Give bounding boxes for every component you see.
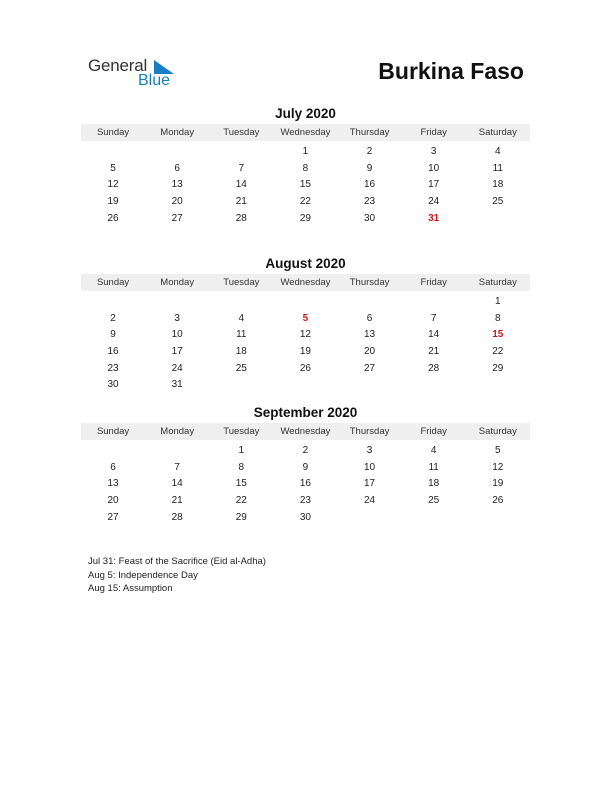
holiday-note: Jul 31: Feast of the Sacrifice (Eid al-Adha) bbox=[88, 556, 266, 567]
holiday-note: Aug 15: Assumption bbox=[88, 583, 173, 594]
day-cell: 22 bbox=[492, 345, 504, 357]
day-cell: 30 bbox=[107, 379, 119, 391]
day-cell: 12 bbox=[492, 461, 504, 473]
day-cell: 26 bbox=[107, 212, 119, 224]
weekday-label: Saturday bbox=[478, 426, 517, 437]
month-title: August 2020 bbox=[265, 256, 346, 271]
day-cell: 8 bbox=[238, 461, 245, 473]
day-cell: 6 bbox=[174, 162, 180, 174]
day-cell: 21 bbox=[171, 494, 183, 506]
day-cell: 25 bbox=[235, 362, 247, 374]
day-cell: 10 bbox=[364, 461, 376, 473]
day-cell: 24 bbox=[364, 494, 376, 506]
weekday-label: Friday bbox=[420, 277, 447, 288]
day-cell: 18 bbox=[235, 345, 247, 357]
day-cell: 28 bbox=[171, 511, 183, 523]
weekday-label: Thursday bbox=[349, 127, 390, 138]
day-cell: 4 bbox=[238, 312, 245, 324]
day-cell: 10 bbox=[428, 162, 440, 174]
day-cell: 8 bbox=[495, 312, 501, 324]
day-cell: 2 bbox=[110, 312, 116, 324]
week-row bbox=[81, 459, 530, 476]
day-cell: 26 bbox=[492, 494, 504, 506]
day-cell: 30 bbox=[299, 511, 311, 523]
holiday-notes bbox=[88, 555, 266, 596]
day-cell: 14 bbox=[235, 179, 247, 191]
day-cell: 27 bbox=[171, 212, 183, 224]
day-cell: 11 bbox=[236, 329, 247, 341]
day-cell: 5 bbox=[495, 444, 501, 456]
holiday-day-cell: 31 bbox=[428, 212, 440, 224]
day-cell: 6 bbox=[110, 461, 116, 473]
weekday-label: Monday bbox=[160, 127, 195, 138]
weekday-label: Wednesday bbox=[280, 127, 331, 138]
day-cell: 8 bbox=[302, 162, 309, 174]
day-cell: 20 bbox=[107, 494, 119, 506]
weekday-label: Friday bbox=[420, 127, 447, 138]
week-row bbox=[81, 442, 530, 459]
weekday-label: Saturday bbox=[478, 277, 517, 288]
day-cell: 2 bbox=[366, 145, 373, 157]
day-cell: 17 bbox=[171, 345, 183, 357]
day-cell: 23 bbox=[364, 195, 376, 207]
day-cell: 13 bbox=[364, 329, 376, 341]
day-cell: 19 bbox=[107, 195, 119, 207]
holiday-day-cell: 15 bbox=[492, 329, 504, 341]
day-cell: 4 bbox=[495, 145, 501, 157]
day-cell: 7 bbox=[174, 461, 180, 473]
day-cell: 13 bbox=[107, 478, 119, 490]
day-cell: 28 bbox=[235, 212, 247, 224]
day-cell: 1 bbox=[495, 295, 501, 307]
day-cell: 20 bbox=[364, 345, 376, 357]
day-cell: 9 bbox=[110, 329, 116, 341]
day-cell: 26 bbox=[299, 362, 311, 374]
month-title: July 2020 bbox=[275, 106, 336, 121]
day-cell: 24 bbox=[428, 195, 440, 207]
day-cell: 10 bbox=[171, 329, 183, 341]
month-september bbox=[81, 404, 530, 525]
day-cell: 21 bbox=[235, 195, 247, 207]
day-cell: 16 bbox=[107, 345, 119, 357]
weekday-label: Wednesday bbox=[280, 277, 331, 288]
day-cell: 21 bbox=[428, 345, 440, 357]
day-cell: 14 bbox=[171, 478, 183, 490]
weekday-label: Thursday bbox=[349, 426, 390, 437]
day-cell: 19 bbox=[299, 345, 311, 357]
day-cell: 3 bbox=[366, 444, 373, 456]
week-row bbox=[81, 160, 530, 177]
weekday-label: Sunday bbox=[96, 426, 130, 437]
weekday-label: Sunday bbox=[96, 277, 130, 288]
day-cell: 3 bbox=[430, 145, 437, 157]
day-cell: 2 bbox=[302, 444, 309, 456]
week-row bbox=[81, 210, 530, 227]
day-cell: 5 bbox=[110, 162, 116, 174]
week-row bbox=[81, 176, 530, 193]
day-cell: 16 bbox=[299, 478, 311, 490]
week-row bbox=[81, 509, 530, 526]
day-cell: 18 bbox=[428, 478, 440, 490]
day-cell: 6 bbox=[366, 312, 373, 324]
day-cell: 20 bbox=[171, 195, 183, 207]
day-cell: 22 bbox=[299, 195, 311, 207]
day-cell: 1 bbox=[238, 444, 245, 456]
weekday-header-row bbox=[81, 423, 530, 440]
day-cell: 3 bbox=[174, 312, 180, 324]
day-cell: 9 bbox=[302, 461, 309, 473]
weekday-label: Tuesday bbox=[223, 127, 260, 138]
day-cell: 17 bbox=[364, 478, 376, 490]
week-row bbox=[81, 293, 530, 310]
week-row bbox=[81, 492, 530, 509]
week-row bbox=[81, 360, 530, 377]
day-cell: 23 bbox=[107, 362, 119, 374]
weekday-label: Wednesday bbox=[280, 426, 331, 437]
day-cell: 24 bbox=[171, 362, 183, 374]
weekday-label: Sunday bbox=[96, 127, 130, 138]
weekday-label: Monday bbox=[160, 426, 195, 437]
weekday-label: Friday bbox=[420, 426, 447, 437]
weekday-header-row bbox=[81, 274, 530, 291]
day-cell: 27 bbox=[364, 362, 376, 374]
day-cell: 7 bbox=[430, 312, 437, 324]
day-cell: 15 bbox=[235, 478, 247, 490]
weekday-label: Monday bbox=[160, 277, 195, 288]
day-cell: 27 bbox=[107, 511, 119, 523]
day-cell: 1 bbox=[302, 145, 309, 157]
day-cell: 25 bbox=[428, 494, 440, 506]
day-cell: 15 bbox=[299, 179, 311, 191]
weekday-label: Tuesday bbox=[223, 426, 260, 437]
week-row bbox=[81, 193, 530, 210]
weekday-label: Tuesday bbox=[223, 277, 260, 288]
day-cell: 11 bbox=[492, 162, 503, 174]
weekday-header-row bbox=[81, 124, 530, 141]
month-title: September 2020 bbox=[253, 405, 358, 420]
week-row bbox=[81, 343, 530, 360]
day-cell: 7 bbox=[238, 162, 245, 174]
day-cell: 13 bbox=[171, 179, 183, 191]
week-row bbox=[81, 376, 530, 393]
day-cell: 11 bbox=[428, 461, 439, 473]
day-cell: 22 bbox=[235, 494, 247, 506]
day-cell: 4 bbox=[430, 444, 437, 456]
logo-text-blue: Blue bbox=[138, 72, 171, 89]
day-cell: 12 bbox=[299, 329, 311, 341]
month-august bbox=[81, 255, 530, 393]
holiday-note: Aug 5: Independence Day bbox=[88, 569, 198, 581]
day-cell: 29 bbox=[299, 212, 311, 224]
day-cell: 18 bbox=[492, 179, 504, 191]
weekday-label: Thursday bbox=[349, 277, 390, 288]
day-cell: 31 bbox=[171, 379, 183, 391]
day-cell: 28 bbox=[428, 362, 440, 374]
day-cell: 14 bbox=[428, 329, 440, 341]
day-cell: 29 bbox=[492, 362, 504, 374]
week-row bbox=[81, 310, 530, 327]
weekday-label: Saturday bbox=[478, 127, 517, 138]
day-cell: 9 bbox=[366, 162, 373, 174]
day-cell: 12 bbox=[107, 179, 119, 191]
day-cell: 16 bbox=[364, 179, 376, 191]
day-cell: 23 bbox=[299, 494, 311, 506]
day-cell: 29 bbox=[235, 511, 247, 523]
holiday-day-cell: 5 bbox=[302, 312, 309, 324]
month-july bbox=[81, 105, 530, 226]
country-title: Burkina Faso bbox=[378, 58, 524, 84]
week-row bbox=[81, 326, 530, 343]
week-row bbox=[81, 143, 530, 160]
day-cell: 19 bbox=[492, 478, 504, 490]
generalblue-logo bbox=[88, 56, 188, 92]
logo-text-general: General bbox=[88, 56, 148, 75]
day-cell: 17 bbox=[428, 179, 440, 191]
day-cell: 30 bbox=[364, 212, 376, 224]
day-cell: 25 bbox=[492, 195, 504, 207]
week-row bbox=[81, 475, 530, 492]
